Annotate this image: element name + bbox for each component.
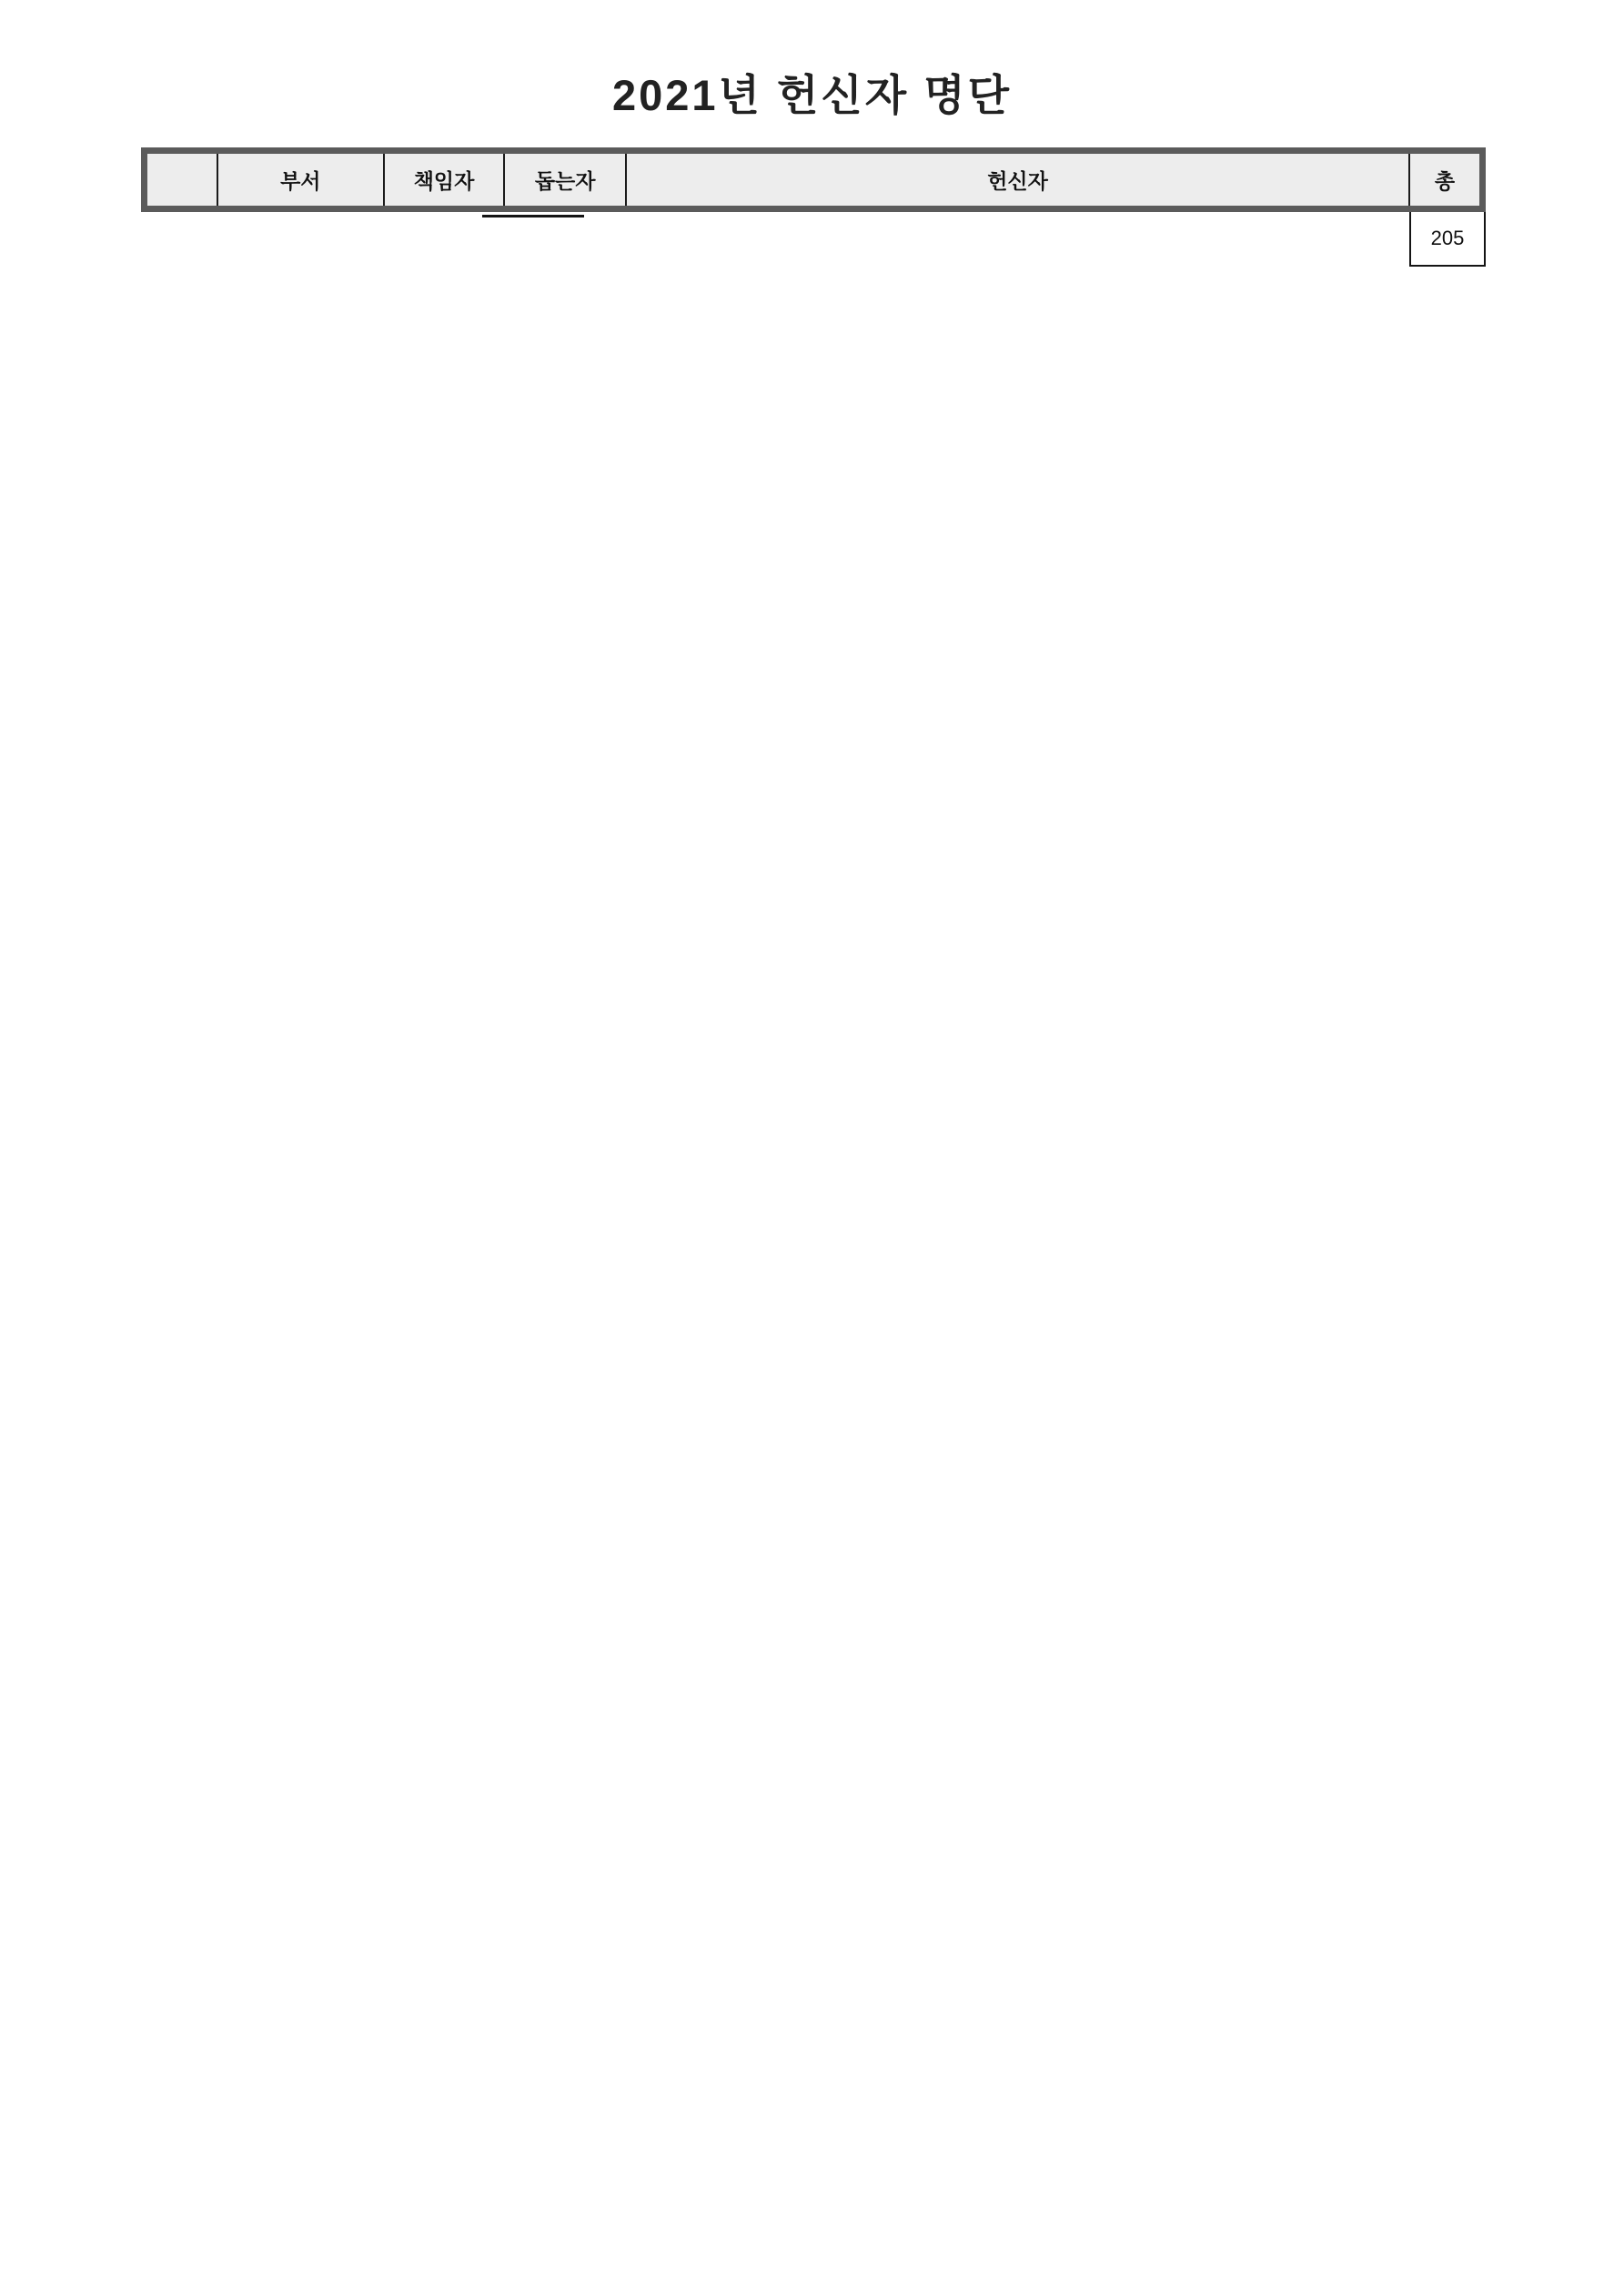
header-dept: 부서 [217, 151, 384, 209]
header-group [145, 151, 217, 209]
roster-table [141, 147, 1486, 212]
header-lead: 책임자 [384, 151, 505, 209]
roster-sheet [141, 147, 1486, 267]
grand-total-value: 205 [1430, 227, 1465, 249]
page-title: 2021년 헌신자 명단 [611, 71, 1013, 119]
stray-underline [482, 215, 584, 217]
table-header-row [145, 151, 1483, 209]
table-footer-area [141, 212, 1486, 267]
header-members: 헌신자 [626, 151, 1409, 209]
header-helper: 돕는자 [504, 151, 626, 209]
grand-total-box [1409, 212, 1486, 267]
header-total: 총 [1409, 151, 1482, 209]
